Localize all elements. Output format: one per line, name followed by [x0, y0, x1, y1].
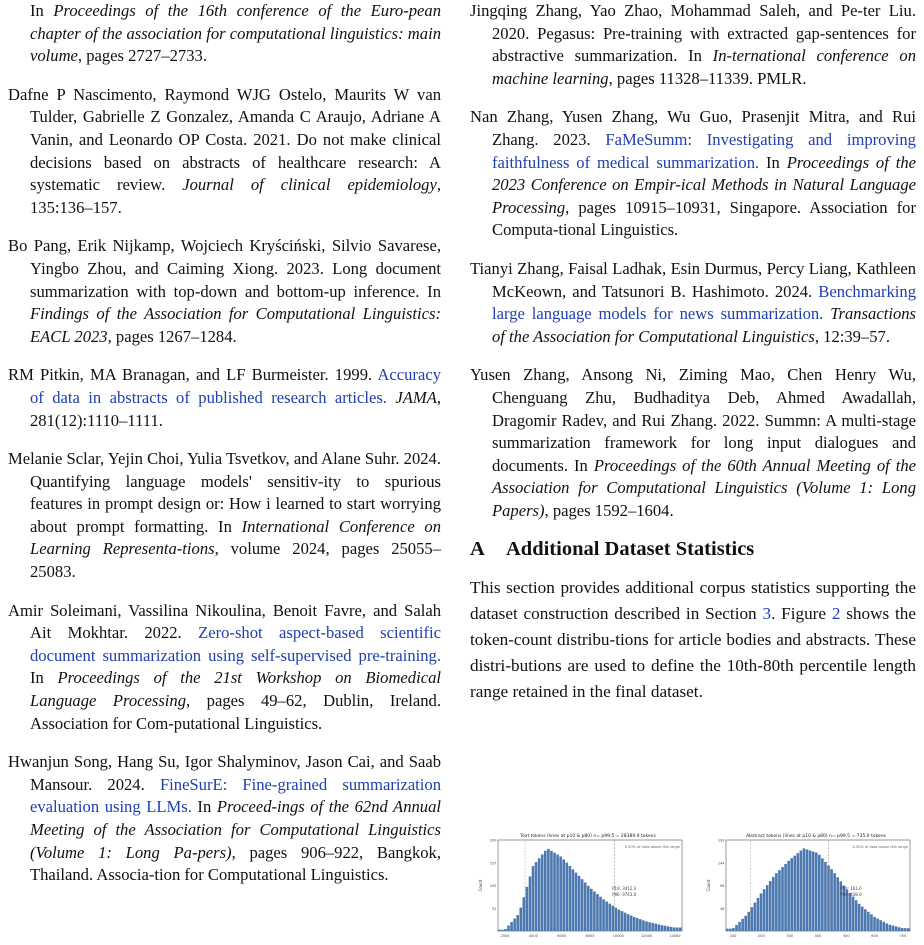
reference-text: , volume 2024, pages 25055–25083. — [30, 539, 441, 582]
y-axis-label: Count — [478, 879, 483, 892]
histogram-bar — [565, 863, 568, 931]
histogram-bar — [867, 912, 870, 931]
section-number: A — [470, 538, 485, 561]
x-tick-label: 400 — [814, 934, 822, 938]
histogram-bar — [501, 930, 504, 931]
section-title — [470, 538, 916, 561]
histogram-bar — [562, 859, 565, 931]
x-tick-label: 4000 — [528, 934, 538, 938]
histogram-bar — [572, 869, 575, 931]
x-tick-label: 10000 — [612, 934, 624, 938]
histogram-bar — [812, 851, 815, 931]
histogram-bar — [889, 925, 892, 931]
histogram-bar — [751, 907, 754, 931]
histogram-bar — [778, 870, 781, 931]
histogram-bar — [885, 923, 888, 931]
histogram-bar — [504, 929, 507, 931]
venue-text: International Conference on Learning Representa-tions — [30, 516, 441, 559]
reference-text: In — [191, 797, 217, 817]
histogram-bar — [657, 924, 660, 931]
histogram-bar — [587, 886, 590, 931]
x-tick-label: 100 — [729, 934, 737, 938]
histogram-bar — [645, 921, 648, 931]
y-tick-label: 193 — [717, 838, 725, 843]
histogram-bar — [648, 922, 651, 931]
chart-title: Abstract tokens (lines at p10 & p80) n= p99.5 = 735.0 tokens — [746, 834, 886, 839]
histogram-bar — [895, 926, 898, 931]
histogram-bar — [639, 919, 642, 931]
reference-link[interactable]: Accuracy of data in abstracts of published research articles. — [30, 365, 441, 407]
reference-text: Jingqing Zhang, Yao Zhao, Mohammad Saleh, and Pe-ter Liu. 2020. Pegasus: Pre-training with extracted gap-sentences for abstractive summarization. In — [470, 1, 916, 66]
histogram-bar — [744, 916, 747, 931]
histogram-bar — [538, 858, 541, 931]
histogram-bar — [806, 849, 809, 931]
histogram-bar — [676, 928, 679, 931]
histogram-bar — [679, 928, 682, 931]
histogram-bar — [790, 858, 793, 931]
left-column — [8, 0, 441, 903]
reference-text: Bo Pang, Erik Nijkamp, Wojciech Kryściński, Silvio Savarese, Yingbo Zhou, and Caiming Xiong. 2023. Long document summarization with top-down and bottom-up inference. In — [8, 236, 441, 301]
histogram-bar — [630, 916, 633, 931]
histogram-bar — [766, 885, 769, 931]
figure-2 — [476, 830, 916, 945]
histogram-bar — [858, 904, 861, 931]
histogram-bar — [602, 899, 605, 931]
legend-entry: P10: 3412.3 — [612, 886, 637, 892]
reference-text: , pages 11328–11339. PMLR. — [608, 68, 807, 88]
histogram-bar — [553, 853, 556, 931]
x-tick-label: 700 — [899, 934, 907, 938]
histogram-bar — [735, 925, 738, 931]
histogram-bar — [593, 891, 596, 931]
histogram-bar — [729, 929, 732, 931]
histogram-bar — [584, 883, 587, 931]
x-tick-label: 200 — [758, 934, 765, 938]
ref-zhang-yusen — [470, 364, 916, 522]
text-tokens-histogram — [476, 830, 688, 945]
histogram-bar — [516, 915, 519, 931]
reference-link[interactable]: FineSurE: Fine-grained summarization evaluation using LLMs. — [30, 774, 442, 817]
histogram-bar — [664, 926, 667, 931]
ref-pitkin — [8, 364, 441, 432]
y-axis-label: Count — [706, 879, 711, 892]
reference-text: Melanie Sclar, Yejin Choi, Yulia Tsvetkov, and Alane Suhr. 2024. Quantifying language models' sensitiv-ity to spurious features in prompt design or: How i learned to start worrying about prompt formatting. In — [8, 449, 441, 536]
histogram-bar — [803, 848, 806, 931]
histogram-bar — [523, 897, 526, 931]
histogram-bar — [907, 928, 910, 931]
x-tick-label: 500 — [842, 934, 850, 938]
reference-text: In — [30, 1, 54, 20]
reference-text: shows the token-count distribu-tions for article bodies and abstracts. These distri-butions are used to define the 10th-80th percentile length range retained in the final dataset. — [470, 604, 917, 702]
histogram-bar — [818, 855, 821, 931]
histogram-bar — [781, 867, 784, 931]
venue-text: In-ternational conference on machine learning — [492, 46, 917, 88]
histogram-bar — [510, 922, 513, 931]
right-references — [470, 0, 916, 522]
histogram-bar — [654, 924, 657, 931]
histogram-bar — [651, 923, 654, 931]
histogram-bar — [763, 889, 766, 931]
reference-text: Hwanjun Song, Hang Su, Igor Shalyminov, Jason Cai, and Saab Mansour. 2024. — [8, 752, 441, 794]
histogram-bar — [569, 866, 572, 931]
histogram-bar — [772, 877, 775, 931]
histogram-bar — [608, 904, 611, 931]
histogram-bar — [618, 910, 621, 931]
chart-title: Text tokens (lines at p10 & p80) n= p99.5 = 28389.9 tokens — [520, 834, 656, 839]
histogram-bar — [581, 879, 584, 931]
reference-text: In — [30, 668, 58, 688]
reference-text: , pages 2727–2733. — [77, 46, 207, 66]
histogram-bar — [726, 929, 729, 931]
histogram-bar — [879, 920, 882, 931]
venue-text: Proceed-ings of the 62nd Annual Meeting of the Association for Computational Linguistics (Volume 1: Long Pa-pers) — [30, 797, 441, 862]
x-tick-label: 12000 — [641, 934, 653, 938]
reference-text: Yusen Zhang, Ansong Ni, Ziming Mao, Chen Henry Wu, Chenguang Zhu, Budhaditya Deb, Ahmed Awadallah, Dragomir Radev, and Rui Zhang. 2022. Summn: A multi-stage summarization framework for long input dialogues and documents. In — [470, 365, 916, 475]
histogram-bar — [892, 926, 895, 931]
ref-zhang-tianyi — [470, 258, 916, 348]
histogram-bar — [535, 862, 538, 931]
venue-text: JAMA — [395, 387, 437, 407]
legend-entry: P10: 161.0 — [840, 886, 862, 892]
x-tick-label: 6000 — [557, 934, 567, 938]
histogram-bar — [550, 851, 553, 931]
histogram-bar — [898, 927, 901, 931]
reference-text: , 135:136–157. — [30, 175, 441, 217]
histogram-bar — [901, 928, 904, 931]
ref-nascimento — [8, 84, 441, 220]
histogram-bar — [882, 922, 885, 931]
histogram-bar — [559, 856, 562, 931]
histogram-bar — [661, 925, 664, 931]
histogram-bar — [793, 856, 796, 931]
histogram-bar — [800, 851, 803, 931]
reference-text: RM Pitkin, MA Branagan, and LF Burmeister. 1999. — [8, 365, 378, 385]
histogram-bar — [498, 930, 501, 931]
histogram-bar — [861, 907, 864, 931]
reference-text: . Figure — [771, 604, 832, 624]
histogram-bar — [605, 901, 608, 931]
legend-entry: P80: 9743.0 — [612, 892, 637, 898]
x-tick-label: 8000 — [585, 934, 595, 938]
right-column — [470, 0, 916, 705]
histogram-bar — [541, 855, 544, 931]
histogram-bar — [670, 927, 673, 931]
legend-entry: P80: 438.0 — [840, 892, 862, 898]
ref-zhang-jingqing — [470, 0, 916, 90]
venue-text: Proceedings of the 60th Annual Meeting of the Association for Computational Linguistics (Volume 1: Long Papers) — [492, 455, 916, 520]
reference-text: , pages 1592–1604. — [544, 500, 674, 520]
reference-text: , pages 49–62, Dublin, Ireland. Association for Com-putational Linguistics. — [30, 691, 441, 733]
section-heading: Additional Dataset Statistics — [506, 538, 755, 561]
reference-text: , pages 10915–10931, Singapore. Association for Computa-tional Linguistics. — [492, 197, 916, 240]
venue-text: Transactions of the Association for Computational Linguistics — [492, 304, 916, 346]
histogram-bar — [754, 903, 757, 931]
histogram-bar — [519, 908, 522, 931]
histogram-bar — [830, 869, 833, 931]
histogram-bar — [870, 914, 873, 931]
histogram-bar — [809, 850, 812, 931]
abstract-tokens-chart — [704, 830, 916, 945]
histogram-bar — [633, 917, 636, 931]
histogram-bar — [738, 922, 741, 931]
histogram-bar — [544, 851, 547, 931]
histogram-bar — [741, 919, 744, 931]
abstract-tokens-histogram — [704, 830, 916, 945]
histogram-bar — [760, 893, 763, 931]
histogram-bar — [784, 864, 787, 931]
reference-link[interactable]: Zero-shot aspect-based scientific document summarization using self-supervised pre-training. — [30, 623, 441, 665]
y-tick-label: 157 — [489, 861, 497, 866]
histogram-bar — [642, 920, 645, 931]
reference-text: Nan Zhang, Yusen Zhang, Wu Guo, Prasenjit Mitra, and Rui Zhang. 2023. — [470, 107, 916, 149]
ref-soleimani — [8, 600, 441, 736]
reference-text: Dafne P Nascimento, Raymond WJG Ostelo, Maurits W van Tulder, Gabrielle Z Gonzalez, Amanda C Araujo, Adriane A Vanin, and Leonardo OP Costa. 2021. Do not make clinical decisions based on abstracts of healthcare research: A systematic review. — [8, 84, 441, 195]
histogram-bar — [513, 919, 516, 931]
histogram-bar — [599, 897, 602, 931]
histogram-bar — [673, 927, 676, 931]
reference-text: , 12:39–57. — [814, 326, 890, 346]
venue-text: Journal of clinical epidemiology — [182, 175, 437, 195]
histogram-bar — [849, 893, 852, 931]
reference-text: , pages 1267–1284. — [107, 326, 237, 346]
ref-cont — [8, 0, 441, 68]
reference-text: Amir Soleimani, Vassilina Nikoulina, Benoit Favre, and Salah Ait Mokhtar. 2022. — [8, 600, 441, 643]
histogram-bar — [556, 855, 559, 931]
reference-text: This section provides additional corpus statistics supporting the dataset construction described in Section — [470, 578, 916, 624]
x-tick-label: 600 — [871, 934, 878, 938]
histogram-bar — [611, 906, 614, 931]
histogram-bar — [769, 881, 772, 931]
chart-note: 0.50% of data above this range — [852, 845, 908, 849]
reference-text: In — [759, 152, 787, 172]
histogram-bar — [855, 900, 858, 931]
histogram-bar — [864, 909, 867, 931]
ref-zhang-nan — [470, 106, 916, 242]
histogram-bar — [833, 873, 836, 931]
y-tick-label: 105 — [489, 884, 497, 888]
ref-pang — [8, 235, 441, 348]
histogram-bar — [532, 866, 535, 931]
x-tick-label: 14000 — [669, 934, 681, 938]
y-tick-label: 52 — [492, 906, 497, 911]
y-tick-label: 48 — [720, 906, 725, 911]
reference-link[interactable]: Benchmarking large language models for news summarization. — [492, 281, 916, 324]
y-tick-label: 96 — [720, 884, 725, 888]
x-tick-label: 300 — [786, 934, 794, 938]
histogram-bar — [507, 926, 510, 931]
histogram-bar — [797, 853, 800, 931]
venue-text: Proceedings of the 21st Workshop on Biomedical Language Processing — [30, 668, 441, 711]
venue-text: Proceedings of the 16th conference of the Euro-pean chapter of the association for computational linguistics: main volume — [30, 1, 441, 66]
section-paragraph — [470, 575, 916, 705]
histogram-bar — [876, 919, 879, 931]
histogram-bar — [821, 858, 824, 931]
histogram-bar — [624, 913, 627, 931]
venue-text: Proceedings of the 2023 Conference on Empir-ical Methods in Natural Language Processing — [492, 152, 916, 217]
histogram-bar — [775, 873, 778, 931]
histogram-bar — [621, 911, 624, 931]
chart-note: 0.50% of data above this range — [624, 845, 680, 849]
histogram-bar — [757, 898, 760, 931]
histogram-bar — [578, 876, 581, 931]
histogram-bar — [852, 897, 855, 931]
histogram-bar — [827, 866, 830, 931]
histogram-bar — [904, 928, 907, 931]
histogram-bar — [815, 852, 818, 931]
reference-link[interactable]: 2 — [831, 604, 841, 624]
histogram-bar — [547, 849, 550, 931]
histogram-bar — [824, 862, 827, 931]
histogram-bar — [615, 908, 618, 931]
histogram-bar — [627, 914, 630, 931]
histogram-bar — [667, 926, 670, 931]
histogram-bar — [836, 877, 839, 931]
reference-link[interactable]: 3 — [762, 604, 772, 624]
histogram-bar — [787, 861, 790, 931]
y-tick-label: 144 — [717, 861, 725, 866]
histogram-bar — [529, 876, 532, 931]
histogram-bar — [732, 928, 735, 931]
histogram-bar — [575, 873, 578, 931]
ref-sclar — [8, 448, 441, 584]
venue-text: Findings of the Association for Computational Linguistics: EACL 2023 — [30, 304, 441, 346]
reference-text: , 281(12):1110–1111. — [30, 387, 442, 430]
histogram-bar — [526, 887, 529, 931]
text-tokens-chart — [476, 830, 688, 945]
histogram-bar — [596, 894, 599, 931]
ref-song — [8, 751, 441, 887]
x-tick-label: 2000 — [500, 934, 510, 938]
histogram-bar — [636, 918, 639, 931]
histogram-bar — [590, 889, 593, 931]
reference-text: , pages 906–922, Bangkok, Thailand. Associa-tion for Computational Linguistics. — [30, 842, 441, 885]
reference-text: Tianyi Zhang, Faisal Ladhak, Esin Durmus, Percy Liang, Kathleen McKeown, and Tatsunori B. Hashimoto. 2024. — [470, 258, 916, 301]
histogram-bar — [873, 917, 876, 931]
histogram-bar — [747, 912, 750, 931]
reference-link[interactable]: FaMeSumm: Investigating and improving faithfulness of medical summarization. — [492, 129, 916, 172]
y-tick-label: 209 — [489, 838, 497, 843]
